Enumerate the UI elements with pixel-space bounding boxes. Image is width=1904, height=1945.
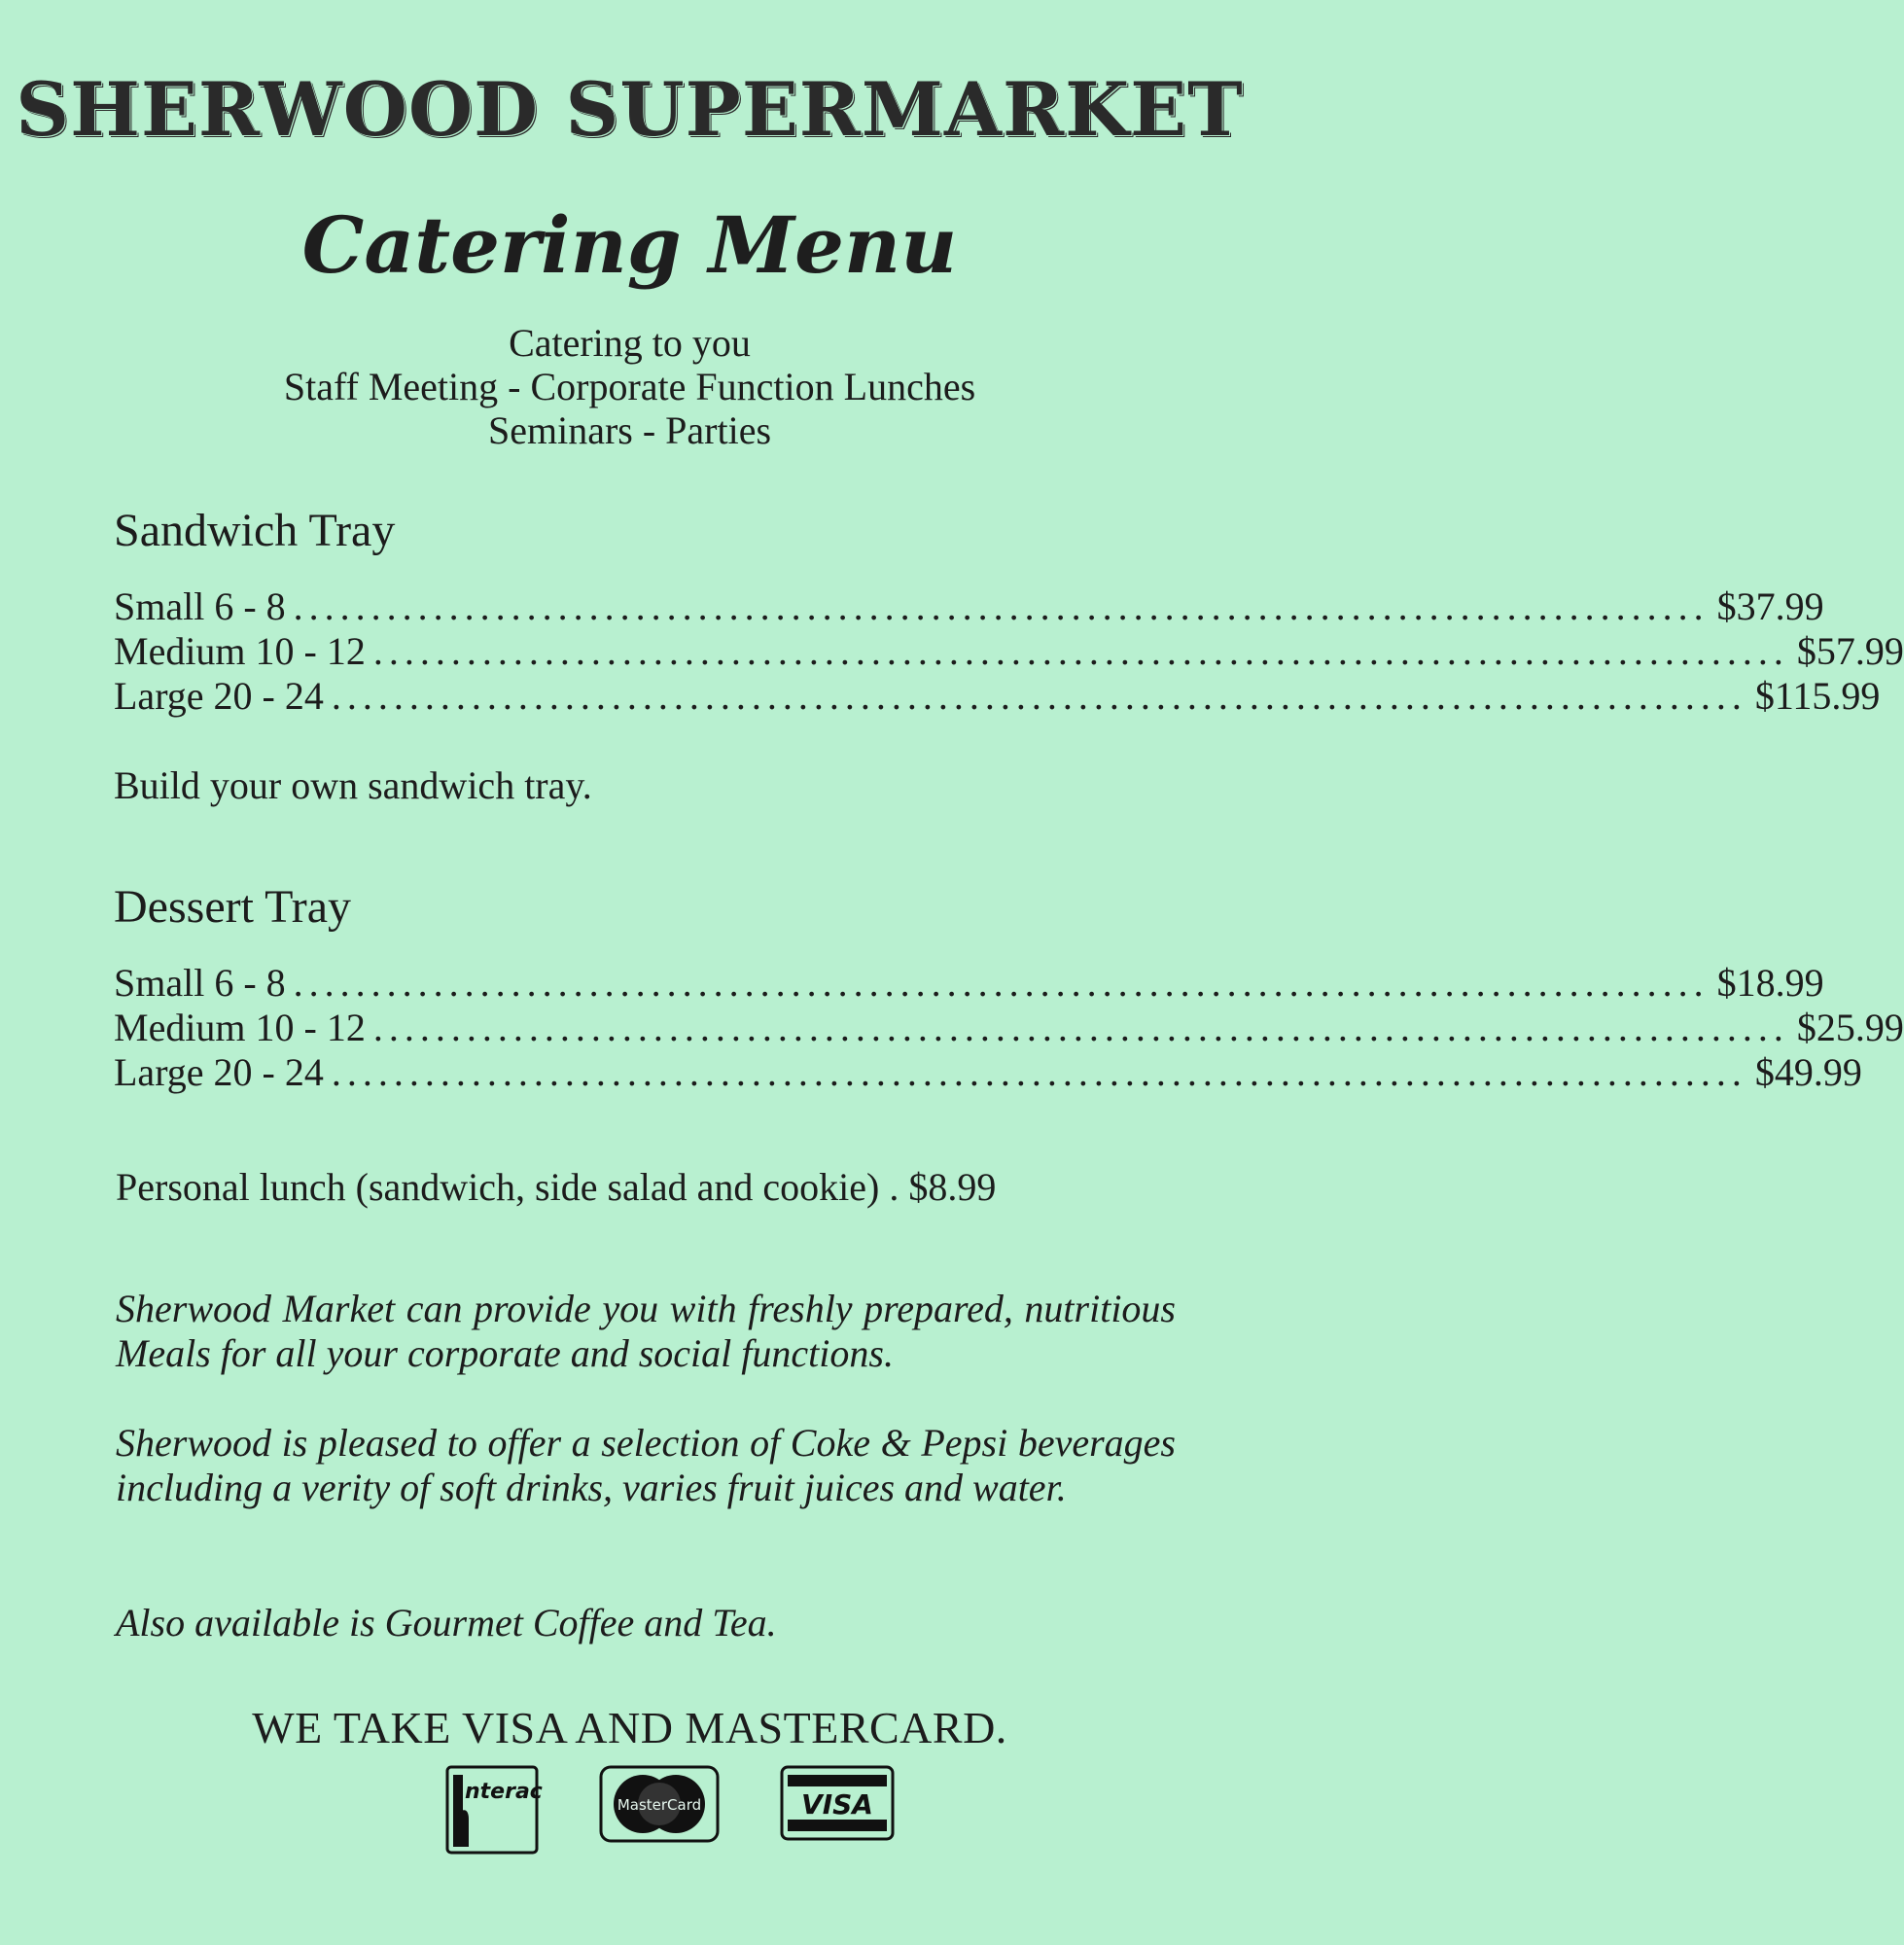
paragraph-meals: Sherwood Market can provide you with freshly prepared, nutritious Meals for all your corporate and social functions.: [116, 1287, 1176, 1375]
dot-leader: ...........................................................................................: [293, 584, 1710, 628]
svg-text:VISA: VISA: [801, 1788, 873, 1821]
price-row: [114, 584, 1824, 629]
dot-leader: ...........................................................................................: [293, 961, 1710, 1005]
price-row: [114, 1050, 1862, 1095]
personal-lunch-label: Personal lunch (sandwich, side salad and cookie): [116, 1165, 880, 1209]
price-value: $18.99: [1716, 961, 1824, 1005]
payment-text: WE TAKE VISA AND MASTERCARD.: [252, 1703, 1007, 1752]
dot-leader: ...........................................................................................: [372, 1006, 1789, 1049]
sandwich-tray-heading: Sandwich Tray: [114, 505, 396, 556]
sandwich-tray-note: Build your own sandwich tray.: [114, 763, 592, 807]
price-value: $25.99: [1796, 1006, 1904, 1049]
size-label: Large 20 - 24: [114, 1050, 324, 1094]
paragraph-beverages: Sherwood is pleased to offer a selection of Coke & Pepsi beverages including a verity of soft drinks, varies fruit juices and water.: [116, 1421, 1176, 1509]
dot-leader: ...........................................................................................: [331, 674, 1747, 718]
mastercard-logo: [599, 1765, 720, 1843]
dot-leader: .: [889, 1165, 899, 1209]
store-name: SHERWOOD SUPERMARKET: [16, 66, 1244, 153]
svg-text:MasterCard: MasterCard: [617, 1796, 702, 1814]
dot-leader: ...........................................................................................: [372, 629, 1789, 673]
personal-lunch-price: $8.99: [908, 1165, 997, 1209]
price-value: $57.99: [1796, 629, 1904, 673]
menu-title: Catering Menu: [301, 199, 958, 291]
intro-line-2: Staff Meeting - Corporate Function Lunches: [283, 365, 976, 408]
price-value: $37.99: [1716, 584, 1824, 628]
price-row: [114, 629, 1904, 674]
dot-leader: ...........................................................................................: [331, 1050, 1747, 1094]
price-value: $115.99: [1754, 674, 1881, 718]
size-label: Large 20 - 24: [114, 674, 324, 718]
interac-logo: [445, 1765, 541, 1857]
size-label: Medium 10 - 12: [114, 629, 366, 673]
intro-line-3: Seminars - Parties: [487, 408, 772, 452]
price-row: [114, 1006, 1904, 1050]
dessert-tray-heading: Dessert Tray: [114, 881, 352, 933]
price-row: [114, 674, 1881, 719]
personal-lunch-row: [116, 1164, 1176, 1210]
visa-logo: [780, 1765, 897, 1841]
size-label: Small 6 - 8: [114, 584, 286, 628]
dessert-tray-price-list: [114, 961, 1904, 1095]
paragraph-coffee: Also available is Gourmet Coffee and Tea.: [116, 1601, 777, 1644]
intro-block: [0, 321, 1259, 452]
intro-line-1: Catering to you: [509, 321, 751, 365]
price-row: [114, 961, 1824, 1006]
size-label: Medium 10 - 12: [114, 1006, 366, 1049]
sandwich-tray-price-list: [114, 584, 1904, 719]
price-value: $49.99: [1754, 1050, 1862, 1094]
svg-text:nterac: nterac: [465, 1780, 543, 1804]
size-label: Small 6 - 8: [114, 961, 286, 1005]
